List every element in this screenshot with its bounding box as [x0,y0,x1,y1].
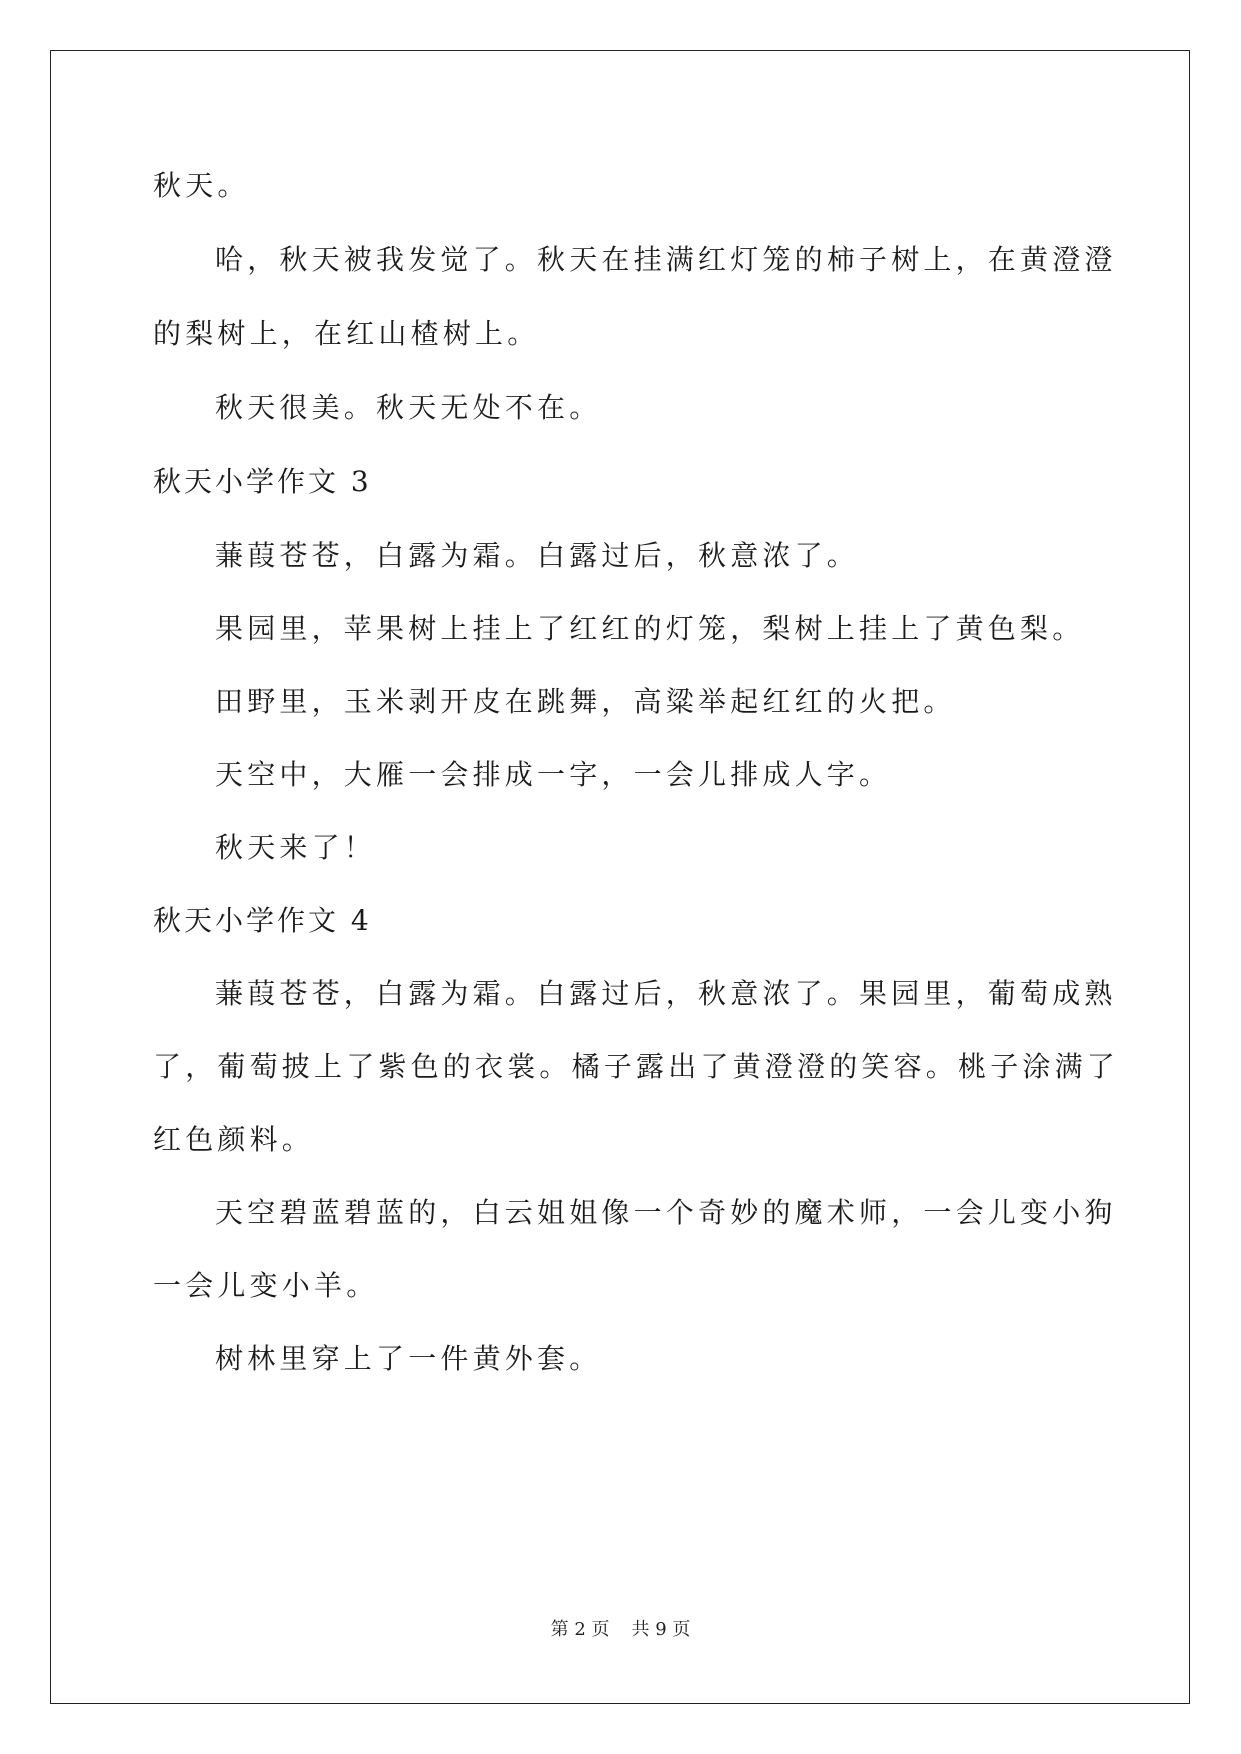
paragraph-line: 蒹葭苍苍，白露为霜。白露过后，秋意浓了。 [215,539,860,572]
paragraph-line: 蒹葭苍苍，白露为霜。白露过后，秋意浓了。果园里，葡萄成熟 [215,977,1117,1010]
paragraph-line: 秋天来了！ [215,831,377,864]
paragraph-line: 天空碧蓝碧蓝的，白云姐姐像一个奇妙的魔术师，一会儿变小狗 [215,1196,1117,1229]
text-line: 的梨树上，在红山楂树上。 [153,317,540,350]
page-total: 共 9 页 [631,1619,691,1640]
page-number: 第 2 页 [550,1619,610,1640]
text-line: 秋天。 [153,169,250,202]
paragraph-line: 田野里，玉米剥开皮在跳舞，高粱举起红红的火把。 [215,685,956,718]
paragraph-line: 哈，秋天被我发觉了。秋天在挂满红灯笼的柿子树上，在黄澄澄 [215,243,1117,276]
paragraph-line: 秋天很美。秋天无处不在。 [215,391,602,424]
text-line: 一会儿变小羊。 [153,1269,379,1302]
page-border [50,50,1190,1704]
section-heading: 秋天小学作文 4 [153,904,372,937]
paragraph-line: 果园里，苹果树上挂上了红红的灯笼，梨树上挂上了黄色梨。 [215,612,1085,645]
page-footer [0,1618,1241,1642]
text-line: 了，葡萄披上了紫色的衣裳。橘子露出了黄澄澄的笑容。桃子涂满了 [153,1050,1120,1083]
section-heading: 秋天小学作文 3 [153,465,372,498]
paragraph-line: 天空中，大雁一会排成一字，一会儿排成人字。 [215,758,892,791]
text-line: 红色颜料。 [153,1123,315,1156]
paragraph-line: 树林里穿上了一件黄外套。 [215,1342,602,1375]
